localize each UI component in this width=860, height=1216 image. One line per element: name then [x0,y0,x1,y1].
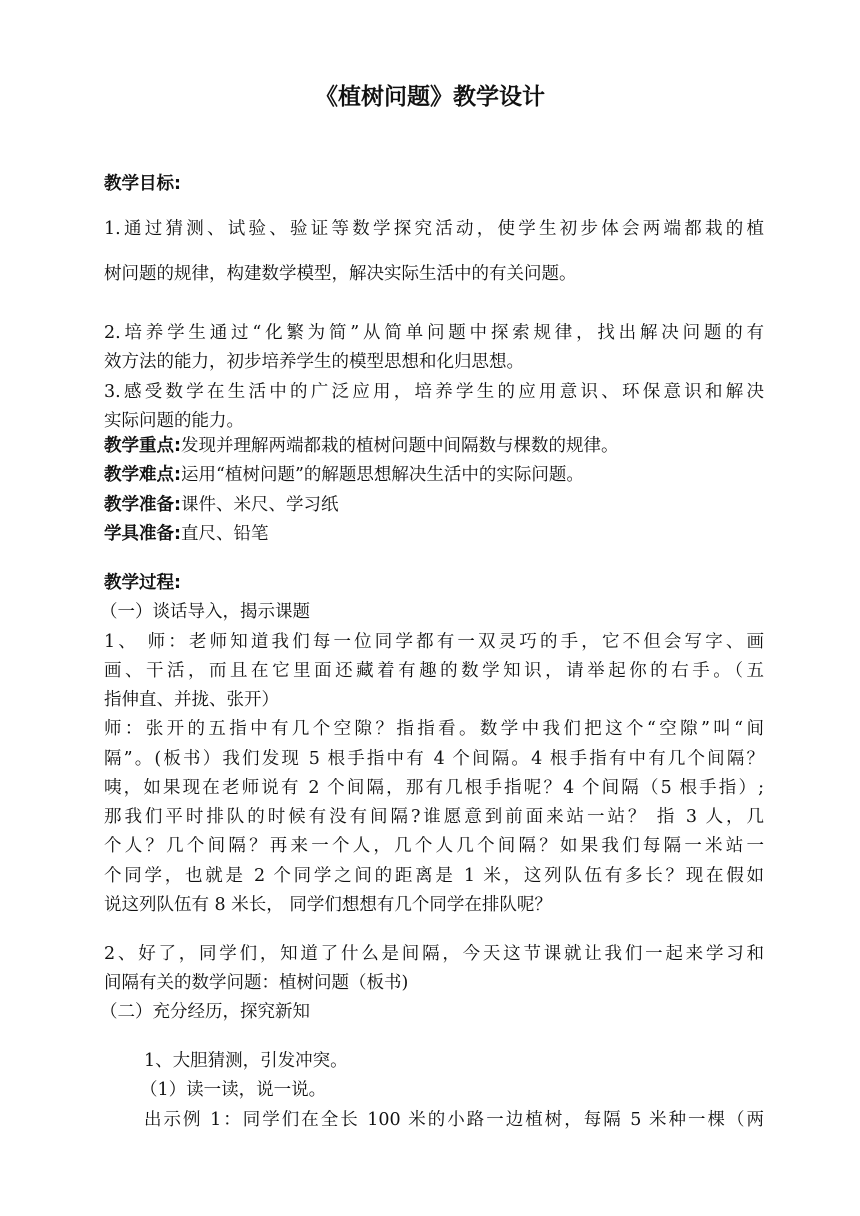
objective-3-line-2: 实际问题的能力。 [104,411,244,431]
difficulty-line [104,463,764,487]
example-1-text: 出示例 1：同学们在全长 100 米的小路一边植树，每隔 5 米种一棵（两 [144,1110,764,1130]
student-prep-label: 学具准备: [104,524,181,544]
objective-3-line-1: 3.感受数学在生活中的广泛应用，培养学生的应用意识、环保意识和解决 [104,382,764,402]
section1-para2-line-4: 那我们平时排队的时候有没有间隔?谁愿意到前面来站一站？ 指 3 人，几 [104,807,764,827]
section1-para2-line-3: 咦，如果现在老师说有 2 个间隔，那有几根手指呢？4 个间隔（5 根手指）; [104,778,764,798]
key-point-text: 发现并理解两端都栽的植树问题中间隔数与棵数的规律。 [181,436,619,456]
section2-step-1-1: （1）读一读，说一说。 [140,1080,327,1100]
document-title: 《植树问题》教学设计 [315,84,545,110]
section1-para2-line-1: 师：张开的五指中有几个空隙？指指看。数学中我们把这个“空隙”叫“间 [104,719,764,739]
key-point-line [104,434,764,458]
section2-step-1: 1、大胆猜测，引发冲突。 [144,1051,348,1071]
process-heading: 教学过程: [104,573,181,593]
difficulty-text: 运用“植树问题”的解题思想解决生活中的实际问题。 [181,465,584,485]
section1-para3-line-2: 间隔有关的数学问题：植树问题（板书) [104,973,409,993]
prep-line [104,493,764,517]
objective-2-line-2: 效方法的能力，初步培养学生的模型思想和化归思想。 [104,352,524,372]
section1-para1-line-1: 1、 师：老师知道我们每一位同学都有一双灵巧的手，它不但会写字、画 [104,632,764,652]
difficulty-label: 教学难点: [104,465,181,485]
student-prep-line [104,522,764,546]
section1-para3-line-1: 2、好了，同学们，知道了什么是间隔，今天这节课就让我们一起来学习和 [104,944,764,964]
section1-para2-line-7: 说这列队伍有 8 米长， 同学们想想有几个同学在排队呢？ [104,895,552,915]
key-point-label: 教学重点: [104,436,181,456]
student-prep-text: 直尺、铅笔 [181,524,269,544]
prep-text: 课件、米尺、学习纸 [181,495,339,515]
objective-1-line-1: 1.通过猜测、试验、验证等数学探究活动，使学生初步体会两端都栽的植 [104,219,764,239]
section1-para2-line-2: 隔”。(板书）我们发现 5 根手指中有 4 个间隔。4 根手指有中有几个间隔？ [104,749,764,769]
section1-para1-line-2: 画、干活，而且在它里面还藏着有趣的数学知识，请举起你的右手。（五 [104,661,764,681]
objectives-heading: 教学目标: [104,174,181,194]
section2-heading: （二）充分经历，探究新知 [100,1002,310,1022]
section1-para2-line-6: 个同学，也就是 2 个同学之间的距离是 1 米，这列队伍有多长？现在假如 [104,866,764,886]
section1-para2-line-5: 个人？几个间隔？再来一个人，几个人几个间隔？如果我们每隔一米站一 [104,836,764,856]
section1-heading: （一）谈话导入，揭示课题 [100,602,310,622]
objective-1-line-2: 树问题的规律，构建数学模型，解决实际生活中的有关问题。 [104,264,577,284]
objective-2-line-1: 2.培养学生通过“化繁为简”从简单问题中探索规律，找出解决问题的有 [104,323,764,343]
prep-label: 教学准备: [104,495,181,515]
section1-para1-line-3: 指伸直、并拢、张开） [104,690,279,710]
